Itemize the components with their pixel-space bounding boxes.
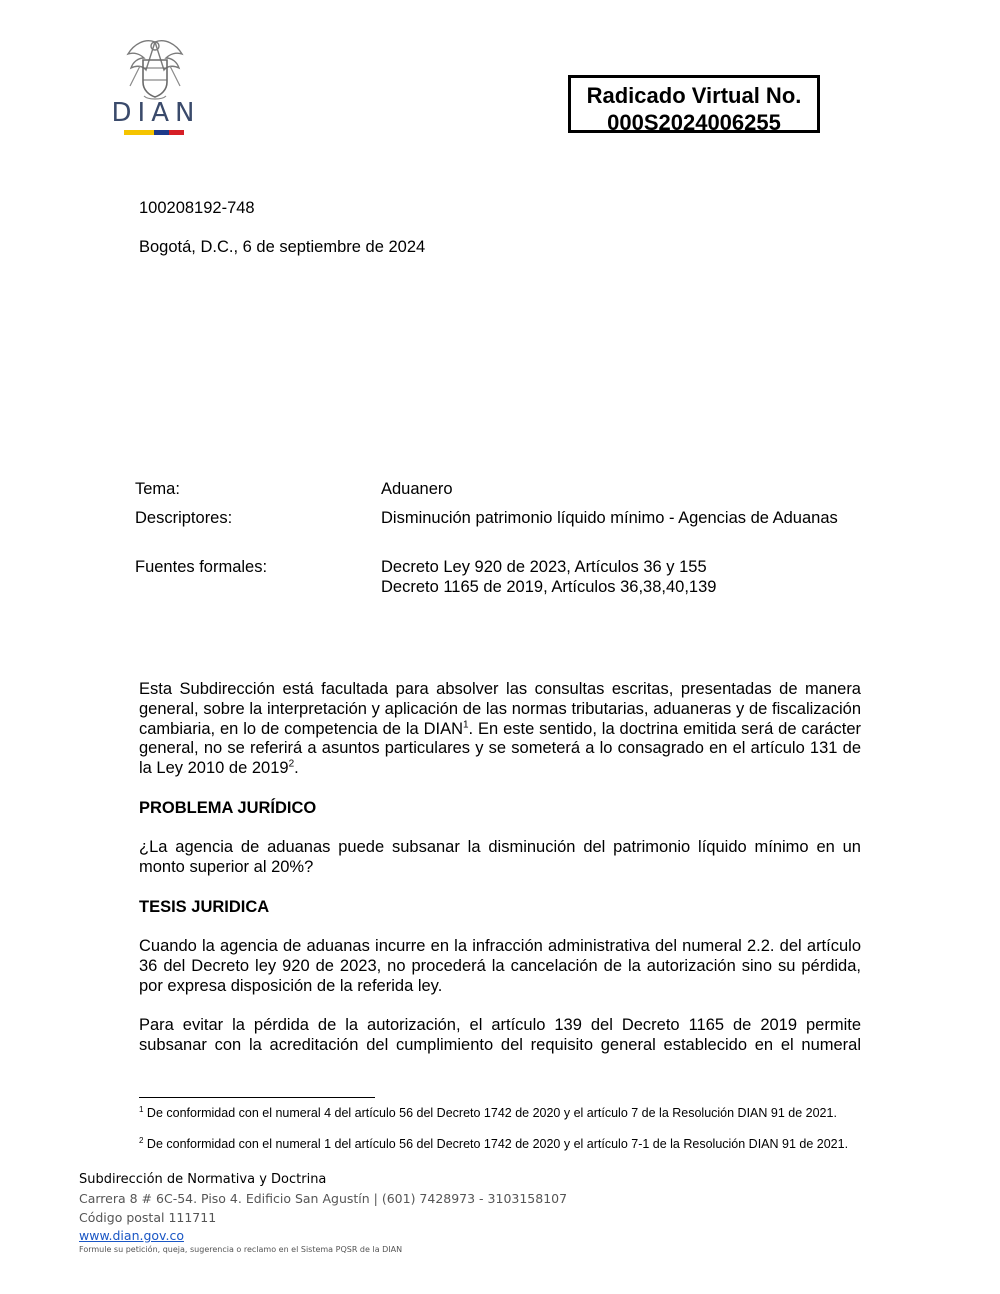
footnote-ref-2: 2 bbox=[288, 758, 295, 770]
tesis-paragraph-2: Para evitar la pérdida de la autorización, el artículo 139 del Decreto 1165 de 2019 permite subsanar con la acreditación del cumplimiento del requisito general establecido en el numeral bbox=[139, 1016, 861, 1054]
problema-heading: PROBLEMA JURÍDICO bbox=[139, 799, 317, 817]
footer-address: Carrera 8 # 6C-54. Piso 4. Edificio San Agustín | (601) 7428973 - 3103158107 bbox=[79, 1191, 568, 1206]
tema-label: Tema: bbox=[135, 480, 180, 498]
footnote-divider bbox=[139, 1097, 375, 1098]
place-date: Bogotá, D.C., 6 de septiembre de 2024 bbox=[139, 238, 426, 256]
footer-office: Subdirección de Normativa y Doctrina bbox=[79, 1172, 327, 1187]
flag-bar bbox=[124, 130, 184, 135]
footnote-1: $^1$ De conformidad con el numeral 4 del artículo 56 del Decreto 1742 de 2020 y el artículo 7 de la Resolución DIAN 91 de 2021. bbox=[139, 1104, 837, 1120]
document-reference: 100208192-748 bbox=[139, 199, 255, 217]
problema-text: ¿La agencia de aduanas puede subsanar la disminución del patrimonio líquido mínimo en un monto superior al 20%? bbox=[139, 838, 861, 876]
footnote-2: $^2$ De conformidad con el numeral 1 del artículo 56 del Decreto 1742 de 2020 y el artículo 7-1 de la Resolución DIAN 91 de 2021. bbox=[139, 1135, 849, 1151]
tesis-heading: TESIS JURIDICA bbox=[139, 898, 270, 916]
tema-value: Aduanero bbox=[381, 480, 453, 498]
radicado-number: 000S2024006255 bbox=[607, 110, 781, 135]
fuentes-value-1: Decreto Ley 920 de 2023, Artículos 36 y 155 bbox=[381, 558, 707, 576]
fuentes-value-2: Decreto 1165 de 2019, Artículos 36,38,40,139 bbox=[381, 578, 717, 596]
footnote-ref-1: 1 bbox=[462, 719, 469, 731]
intro-paragraph: Esta Subdirección está facultada para absolver las consultas escritas, presentadas de manera general, sobre la interpretación y aplicación de las normas tributarias, aduaneras y de fiscalización cambiaria, en lo de competencia de la DIAN$^1$. En este sentido, la doctrina emitida será de carácter general, no se referirá a asuntos particulares y se someterá a lo consagrado en el artículo 131 de la Ley 2010 de 2019$^2$. bbox=[139, 680, 861, 778]
footer-pqsr: Formule su petición, queja, sugerencia o reclamo en el Sistema PQSR de la DIAN bbox=[79, 1245, 403, 1254]
radicado-label: Radicado Virtual No. bbox=[586, 83, 802, 108]
footer-postal: Código postal 111711 bbox=[79, 1210, 217, 1225]
descriptores-label: Descriptores: bbox=[135, 509, 233, 527]
radicado-box bbox=[568, 75, 820, 133]
logo-wordmark bbox=[104, 98, 208, 128]
fuentes-label: Fuentes formales: bbox=[135, 558, 268, 576]
footer-website-link[interactable]: www.dian.gov.co bbox=[79, 1228, 184, 1243]
logo-text: DIAN bbox=[111, 98, 201, 128]
tesis-paragraph-1: Cuando la agencia de aduanas incurre en la infracción administrativa del numeral 2.2. del artículo 36 del Decreto ley 920 de 2023, no procederá la cancelación de la autorización sino su pérdida, por expresa disposición de la referida ley. bbox=[139, 937, 861, 995]
descriptores-value: Disminución patrimonio líquido mínimo - Agencias de Aduanas bbox=[381, 509, 838, 527]
